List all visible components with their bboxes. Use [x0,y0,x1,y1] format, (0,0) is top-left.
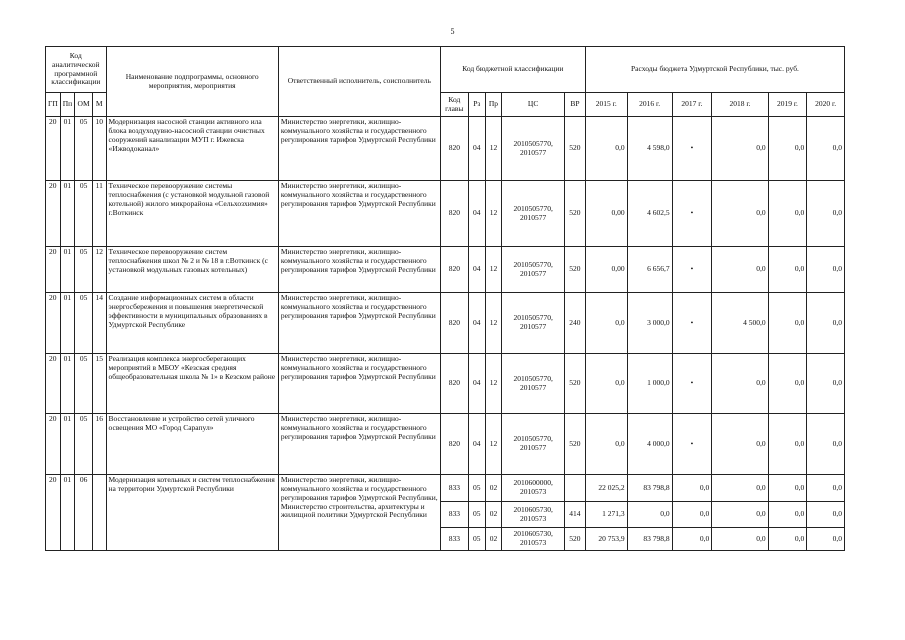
value-2016: 6 656,7 [627,247,672,293]
executor-header: Ответственный исполнитель, соисполнитель [278,47,440,117]
value-2017: • [672,247,712,293]
vr-cell: 520 [564,181,585,247]
value-2015: 0,0 [585,293,627,354]
value-2017: • [672,414,712,475]
value-2018: 0,0 [712,354,768,414]
value-2018: 0,0 [712,475,768,502]
table-row [46,117,845,181]
cs-cell: 2010505770, 2010577 [502,117,565,181]
name-cell: Восстановление и устройство сетей уличного освещения МО «Город Сарапул» [106,414,278,475]
m-cell [92,475,106,551]
value-2017: 0,0 [672,502,712,528]
executor-cell: Министерство энергетики, жилищно-коммунального хозяйства и государственного регулирования тарифов Удмуртской Республики [278,247,440,293]
vr-header: ВР [564,93,585,117]
rz-cell: 04 [468,354,485,414]
executor-cell: Министерство энергетики, жилищно-коммунального хозяйства и государственного регулирования тарифов Удмуртской Республики [278,414,440,475]
value-2019: 0,0 [768,354,807,414]
value-2016: 1 000,0 [627,354,672,414]
executor-cell: Министерство энергетики, жилищно-коммунального хозяйства и государственного регулирования тарифов Удмуртской Республики [278,354,440,414]
glava-cell: 833 [440,502,468,528]
name-cell: Модернизация насосной станции активного ила блока воздуходувно-насосной станции очистных сооружений канализации МУП г. Ижевска «Ижводоканал» [106,117,278,181]
vr-cell: 520 [564,247,585,293]
value-2020: 0,0 [807,117,845,181]
year-header-2016: 2016 г. [627,93,672,117]
om-cell: 05 [75,181,93,247]
name-cell: Реализация комплекса энергосберегающих мероприятий в МБОУ «Кезская средняя общеобразовательная школа № 1» в Кезском районе [106,354,278,414]
glava-cell: 820 [440,247,468,293]
cs-cell: 2010505770, 2010577 [502,293,565,354]
value-2015: 0,0 [585,354,627,414]
om-cell: 05 [75,414,93,475]
vr-cell: 240 [564,293,585,354]
m-cell: 16 [92,414,106,475]
value-2020: 0,0 [807,502,845,528]
gp-cell: 20 [46,475,61,551]
pr-cell: 12 [485,293,502,354]
vr-cell: 520 [564,117,585,181]
gp-cell: 20 [46,117,61,181]
header-row-1 [46,47,845,93]
rz-header: Рз [468,93,485,117]
table-row [46,181,845,247]
om-cell: 06 [75,475,93,551]
pr-cell: 12 [485,117,502,181]
m-cell: 14 [92,293,106,354]
value-2018: 0,0 [712,502,768,528]
pr-header: Пр [485,93,502,117]
budget-table [45,46,845,551]
pr-cell: 02 [485,475,502,502]
gp-header: ГП [46,93,61,117]
executor-cell: Министерство энергетики, жилищно-коммунального хозяйства и государственного регулирования тарифов Удмуртской Республики [278,293,440,354]
pr-cell: 12 [485,354,502,414]
pp-cell: 01 [60,181,75,247]
om-cell: 05 [75,117,93,181]
cs-cell: 2010505770, 2010577 [502,414,565,475]
year-header-2017: 2017 г. [672,93,712,117]
pp-cell: 01 [60,117,75,181]
value-2015: 0,00 [585,181,627,247]
m-cell: 10 [92,117,106,181]
name-cell: Модернизация котельных и систем теплоснабжения на территории Удмуртской Республики [106,475,278,551]
m-cell: 11 [92,181,106,247]
pr-cell: 12 [485,181,502,247]
value-2019: 0,0 [768,181,807,247]
value-2017: • [672,181,712,247]
om-header: ОМ [75,93,93,117]
value-2020: 0,0 [807,354,845,414]
value-2016: 0,0 [627,502,672,528]
om-cell: 05 [75,247,93,293]
value-2017: • [672,293,712,354]
rz-cell: 04 [468,414,485,475]
value-2016: 83 798,8 [627,528,672,551]
expenses-header: Расходы бюджета Удмуртской Республики, тыс. руб. [585,47,844,93]
table-row [46,414,845,475]
glava-cell: 820 [440,414,468,475]
m-cell: 15 [92,354,106,414]
table-row [46,354,845,414]
pr-cell: 02 [485,502,502,528]
value-2020: 0,0 [807,293,845,354]
vr-cell: 520 [564,528,585,551]
rz-cell: 05 [468,475,485,502]
cs-header: ЦС [502,93,565,117]
value-2020: 0,0 [807,181,845,247]
value-2020: 0,0 [807,475,845,502]
value-2016: 4 602,5 [627,181,672,247]
glava-cell: 833 [440,528,468,551]
executor-cell: Министерство энергетики, жилищно-коммунального хозяйства и государственного регулирования тарифов Удмуртской Республики, Министерство строительства, архитектуры и жилищной политики Удмуртской Республики [278,475,440,551]
glava-cell: 820 [440,181,468,247]
om-cell: 05 [75,293,93,354]
rz-cell: 04 [468,117,485,181]
value-2017: • [672,354,712,414]
pp-cell: 01 [60,354,75,414]
value-2018: 4 500,0 [712,293,768,354]
value-2016: 4 598,0 [627,117,672,181]
pp-cell: 01 [60,247,75,293]
year-header-2019: 2019 г. [768,93,807,117]
vr-cell: 520 [564,354,585,414]
value-2019: 0,0 [768,414,807,475]
value-2016: 4 000,0 [627,414,672,475]
value-2015: 0,0 [585,414,627,475]
rz-cell: 04 [468,181,485,247]
value-2018: 0,0 [712,247,768,293]
pr-cell: 12 [485,414,502,475]
executor-cell: Министерство энергетики, жилищно-коммунального хозяйства и государственного регулирования тарифов Удмуртской Республики [278,181,440,247]
vr-cell [564,475,585,502]
value-2015: 20 753,9 [585,528,627,551]
gp-cell: 20 [46,181,61,247]
value-2015: 0,0 [585,117,627,181]
cs-cell: 2010505770, 2010577 [502,247,565,293]
pp-cell: 01 [60,475,75,551]
pp-header: Пп [60,93,75,117]
code-group-header: Код аналитической программной классификации [46,47,107,93]
value-2019: 0,0 [768,247,807,293]
gp-cell: 20 [46,247,61,293]
table-row [46,247,845,293]
pr-cell: 02 [485,528,502,551]
value-2017: • [672,117,712,181]
year-header-2015: 2015 г. [585,93,627,117]
rz-cell: 05 [468,528,485,551]
gp-cell: 20 [46,414,61,475]
gp-cell: 20 [46,354,61,414]
value-2018: 0,0 [712,117,768,181]
value-2015: 0,00 [585,247,627,293]
name-cell: Техническое перевооружение систем теплоснабжения школ № 2 и № 18 в г.Воткинск (с установкой модульных газовых котельных) [106,247,278,293]
glava-cell: 833 [440,475,468,502]
value-2020: 0,0 [807,247,845,293]
gp-cell: 20 [46,293,61,354]
value-2018: 0,0 [712,181,768,247]
value-2018: 0,0 [712,414,768,475]
cs-cell: 2010605730, 2010573 [502,528,565,551]
value-2018: 0,0 [712,528,768,551]
executor-cell: Министерство энергетики, жилищно-коммунального хозяйства и государственного регулирования тарифов Удмуртской Республики [278,117,440,181]
page-number: 5 [450,27,455,36]
value-2016: 83 798,8 [627,475,672,502]
table-row [46,293,845,354]
value-2016: 3 000,0 [627,293,672,354]
cs-cell: 2010505770, 2010577 [502,354,565,414]
table-row [46,475,845,502]
value-2019: 0,0 [768,293,807,354]
om-cell: 05 [75,354,93,414]
cs-cell: 2010600000, 2010573 [502,475,565,502]
cs-cell: 2010505770, 2010577 [502,181,565,247]
value-2019: 0,0 [768,502,807,528]
name-cell: Создание информационных систем в области энергосбережения и повышения энергетической эффективности в муниципальных образованиях в Удмуртской Республике [106,293,278,354]
value-2019: 0,0 [768,528,807,551]
value-2015: 22 025,2 [585,475,627,502]
name-cell: Техническое перевооружение системы теплоснабжения (с установкой модульной газовой котельной) жилого микрорайона «Сельхозхимия» г.Воткинск [106,181,278,247]
cs-cell: 2010605730, 2010573 [502,502,565,528]
glava-cell: 820 [440,117,468,181]
value-2020: 0,0 [807,528,845,551]
pr-cell: 12 [485,247,502,293]
value-2019: 0,0 [768,475,807,502]
name-header: Наименование подпрограммы, основного мероприятия, мероприятия [106,47,278,117]
value-2015: 1 271,3 [585,502,627,528]
pp-cell: 01 [60,293,75,354]
value-2019: 0,0 [768,117,807,181]
year-header-2020: 2020 г. [807,93,845,117]
m-header: М [92,93,106,117]
year-header-2018: 2018 г. [712,93,768,117]
glava-header: Код главы [440,93,468,117]
m-cell: 12 [92,247,106,293]
vr-cell: 520 [564,414,585,475]
pp-cell: 01 [60,414,75,475]
rz-cell: 04 [468,293,485,354]
vr-cell: 414 [564,502,585,528]
rz-cell: 05 [468,502,485,528]
value-2020: 0,0 [807,414,845,475]
value-2017: 0,0 [672,528,712,551]
glava-cell: 820 [440,354,468,414]
glava-cell: 820 [440,293,468,354]
budget-code-header: Код бюджетной классификации [440,47,585,93]
value-2017: 0,0 [672,475,712,502]
rz-cell: 04 [468,247,485,293]
